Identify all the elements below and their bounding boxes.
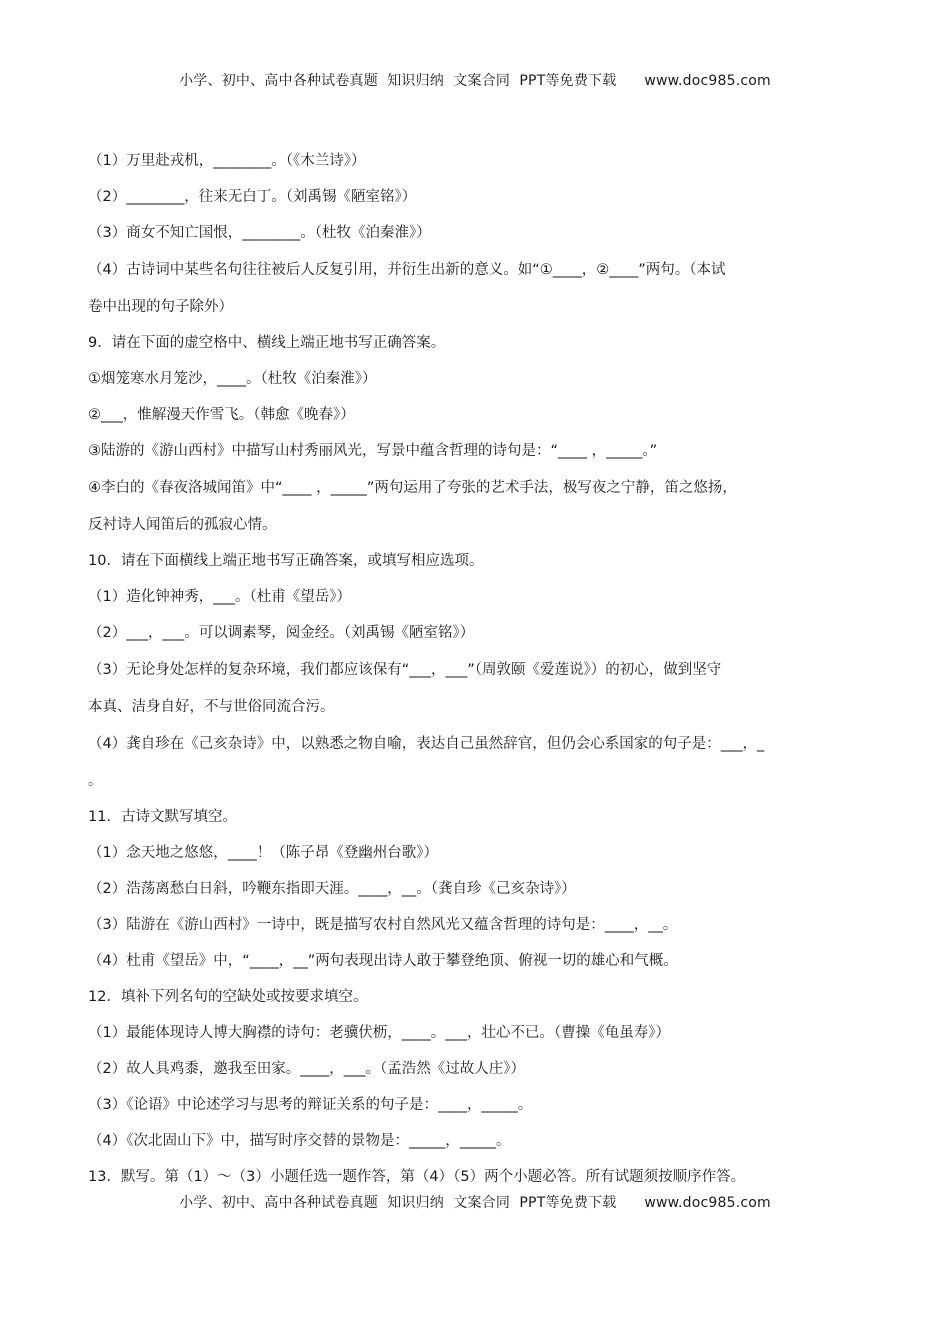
q10-item-2: （2）___，___。可以调素琴，阅金经。（刘禹锡《陋室铭》） bbox=[88, 625, 475, 641]
q10-item-4: （4）龚自珍在《己亥杂诗》中，以熟悉之物自喻，表达自己虽然辞官，但仍会心系国家的句子是：___，_ bbox=[88, 736, 765, 752]
q11-item-3: （3）陆游在《游山西村》一诗中，既是描写农村自然风光又蕴含哲理的诗句是：____，__。 bbox=[88, 917, 678, 933]
q13-title: 13．默写。第（1）～（3）小题任选一题作答，第（4）（5）两个小题必答。所有试题须按顺序作答。 bbox=[88, 1169, 746, 1185]
q11-title: 11．古诗文默写填空。 bbox=[88, 809, 237, 825]
q12-item-1: （1）最能体现诗人博大胸襟的诗句：老骥伏枥，____。___，壮心不已。（曹操《龟虽寿》） bbox=[88, 1025, 670, 1041]
q11-item-2: （2）浩荡离愁白日斜，吟鞭东指即天涯。____，__。（龚自珍《己亥杂诗》） bbox=[88, 881, 576, 897]
q9-item-3: ③陆游的《游山西村》中描写山村秀丽风光，写景中蕴含哲理的诗句是：“____ ，_____。” bbox=[88, 443, 658, 459]
q9-title: 9．请在下面的虚空格中、横线上端正地书写正确答案。 bbox=[88, 335, 446, 351]
q12-title: 12．填补下列名句的空缺处或按要求填空。 bbox=[88, 989, 368, 1005]
q10-item-3: （3）无论身处怎样的复杂环境，我们都应该保有“___，___”（周敦颐《爱莲说》）的初心，做到坚守 bbox=[88, 662, 722, 678]
q12-item-2: （2）故人具鸡黍，邀我至田家。____，___。（孟浩然《过故人庄》） bbox=[88, 1061, 525, 1077]
page-header: 小学、初中、高中各种试卷真题 知识归纳 文案合同 PPT等免费下载 www.doc985.com bbox=[179, 73, 771, 89]
q11-item-4: （4）杜甫《望岳》中，“____，__”两句表现出诗人敢于攀登绝顶、俯视一切的雄心和气概。 bbox=[88, 953, 678, 969]
q10-item-3-cont: 本真、洁身自好，不与世俗同流合污。 bbox=[88, 699, 335, 715]
q8-item-4: （4）古诗词中某些名句往往被后人反复引用，并衍生出新的意义。如“①____，②____”两句。（本试 bbox=[88, 262, 726, 278]
q12-item-4: （4）《次北固山下》中，描写时序交替的景物是：_____，_____。 bbox=[88, 1133, 511, 1149]
q9-item-4: ④李白的《春夜洛城闻笛》中“____ ，_____”两句运用了夸张的艺术手法，极写夜之宁静，笛之悠扬， bbox=[88, 480, 737, 496]
q8-item-3: （3）商女不知亡国恨，________。（杜牧《泊秦淮》） bbox=[88, 225, 431, 241]
document-body bbox=[88, 143, 868, 1195]
q10-item-1: （1）造化钟神秀，___。（杜甫《望岳》） bbox=[88, 589, 351, 605]
q8-item-4-cont: 卷中出现的句子除外） bbox=[88, 299, 233, 315]
q8-item-1: （1）万里赴戎机，________。（《木兰诗》） bbox=[88, 153, 366, 169]
q12-item-3: （3）《论语》中论述学习与思考的辩证关系的句子是：____，_____。 bbox=[88, 1097, 533, 1113]
q9-item-4-cont: 反衬诗人闻笛后的孤寂心情。 bbox=[88, 517, 277, 533]
q9-item-2: ②___，惟解漫天作雪飞。（韩愈《晚春》） bbox=[88, 407, 355, 423]
q11-item-1: （1）念天地之悠悠，____！（陈子昂《登幽州台歌》） bbox=[88, 845, 438, 861]
q10-title: 10．请在下面横线上端正地书写正确答案，或填写相应选项。 bbox=[88, 553, 484, 569]
page-footer: 小学、初中、高中各种试卷真题 知识归纳 文案合同 PPT等免费下载 www.doc985.com bbox=[179, 1195, 771, 1211]
q8-item-2: （2）________，往来无白丁。（刘禹锡《陋室铭》） bbox=[88, 189, 417, 205]
q10-item-4-cont: 。 bbox=[88, 773, 103, 789]
q9-item-1: ①烟笼寒水月笼沙，____。（杜牧《泊秦淮》） bbox=[88, 371, 377, 387]
